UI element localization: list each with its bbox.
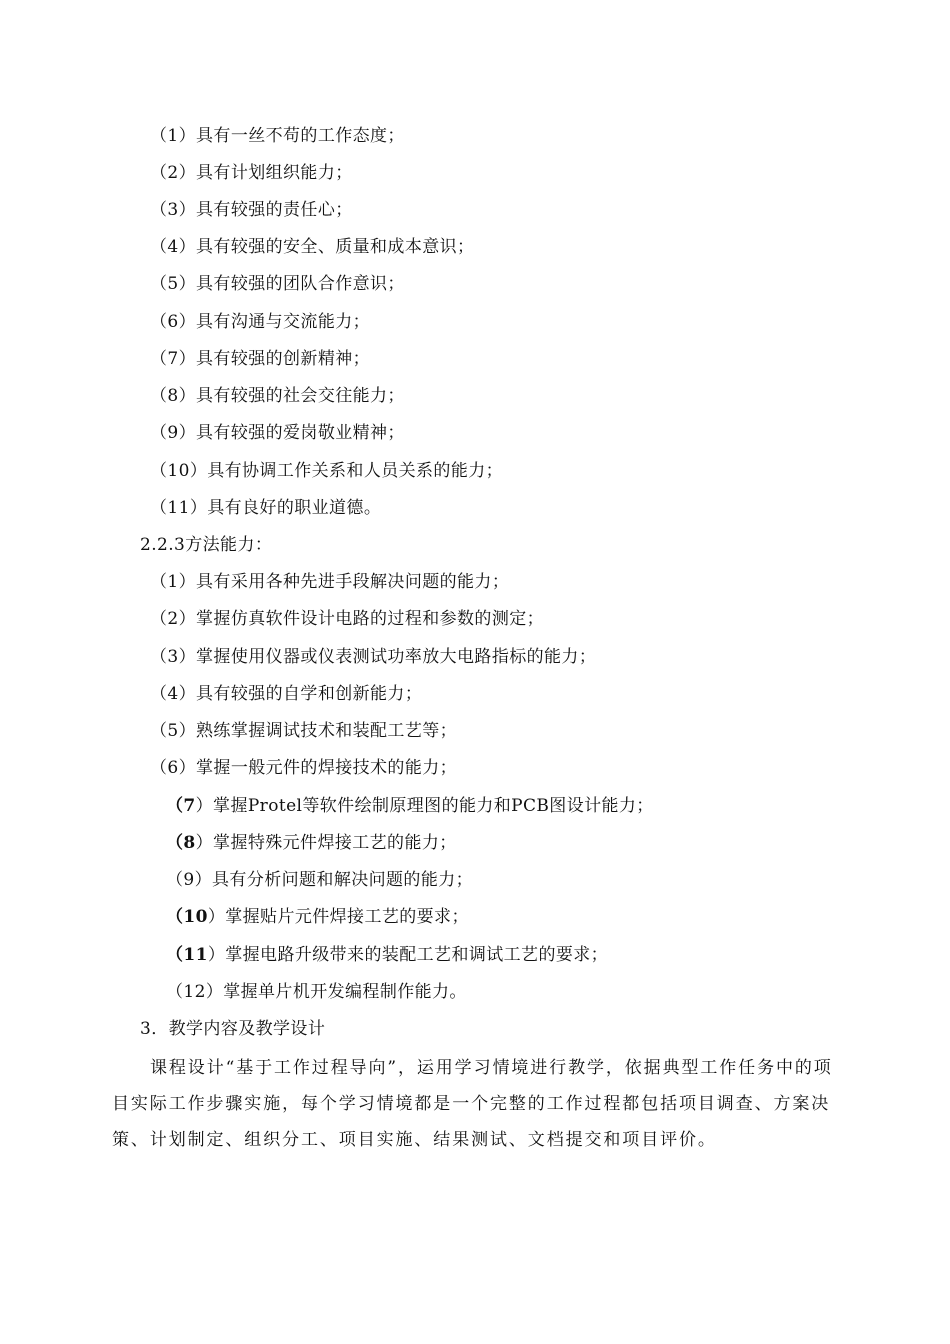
quality-item-9: （9）具有较强的爱岗敬业精神； (150, 423, 405, 443)
method-heading: 2.2.3方法能力： (140, 535, 273, 555)
method-item-10-number: （10 (166, 907, 208, 927)
quality-item-4: （4）具有较强的安全、质量和成本意识； (150, 237, 475, 257)
method-item-9-text: （9）具有分析问题和解决问题的能力； (166, 870, 474, 890)
method-item-7-text: ）掌握Protel等软件绘制原理图的能力和PCB图设计能力； (195, 796, 654, 816)
method-item-2: （2）掌握仿真软件设计电路的过程和参数的测定； (150, 609, 545, 629)
method-item-7 (166, 795, 654, 817)
method-item-5: （5）熟练掌握调试技术和装配工艺等； (150, 721, 458, 741)
method-item-11-text: ）掌握电路升级带来的装配工艺和调试工艺的要求； (207, 945, 609, 965)
section-3-heading: 3．教学内容及教学设计 (140, 1019, 326, 1039)
quality-item-7: （7）具有较强的创新精神； (150, 349, 371, 369)
quality-item-11: （11）具有良好的职业道德。 (150, 498, 382, 518)
method-item-8 (166, 832, 457, 854)
quality-item-1: （1）具有一丝不苟的工作态度； (150, 126, 405, 146)
quality-item-2: （2）具有计划组织能力； (150, 163, 353, 183)
method-item-11 (166, 944, 608, 966)
method-item-9 (166, 869, 473, 891)
method-item-10 (166, 906, 469, 928)
method-item-11-number: （11 (166, 945, 208, 965)
method-item-1: （1）具有采用各种先进手段解决问题的能力； (150, 572, 510, 592)
method-item-6: （6）掌握一般元件的焊接技术的能力； (150, 758, 458, 778)
method-item-3: （3）掌握使用仪器或仪表测试功率放大电路指标的能力； (150, 647, 597, 667)
method-item-12-text: （12）掌握单片机开发编程制作能力。 (166, 982, 467, 1002)
section-3-paragraph: 课程设计“基于工作过程导向”，运用学习情境进行教学，依据典型工作任务中的项目实际工作步骤实施，每个学习情境都是一个完整的工作过程都包括项目调查、方案决策、计划制定、组织分工、项目实施、结果测试、文档提交和项目评价。 (112, 1058, 833, 1150)
method-item-12 (166, 981, 467, 1003)
method-item-8-number: （8 (166, 833, 196, 853)
method-item-10-text: ）掌握贴片元件焊接工艺的要求； (207, 907, 469, 927)
method-item-7-number: （7 (166, 796, 196, 816)
method-item-4: （4）具有较强的自学和创新能力； (150, 684, 423, 704)
quality-item-10: （10）具有协调工作关系和人员关系的能力； (150, 461, 504, 481)
method-item-8-text: ）掌握特殊元件焊接工艺的能力； (195, 833, 457, 853)
quality-item-6: （6）具有沟通与交流能力； (150, 312, 371, 332)
quality-item-5: （5）具有较强的团队合作意识； (150, 274, 405, 294)
quality-item-3: （3）具有较强的责任心； (150, 200, 353, 220)
quality-item-8: （8）具有较强的社会交往能力； (150, 386, 405, 406)
